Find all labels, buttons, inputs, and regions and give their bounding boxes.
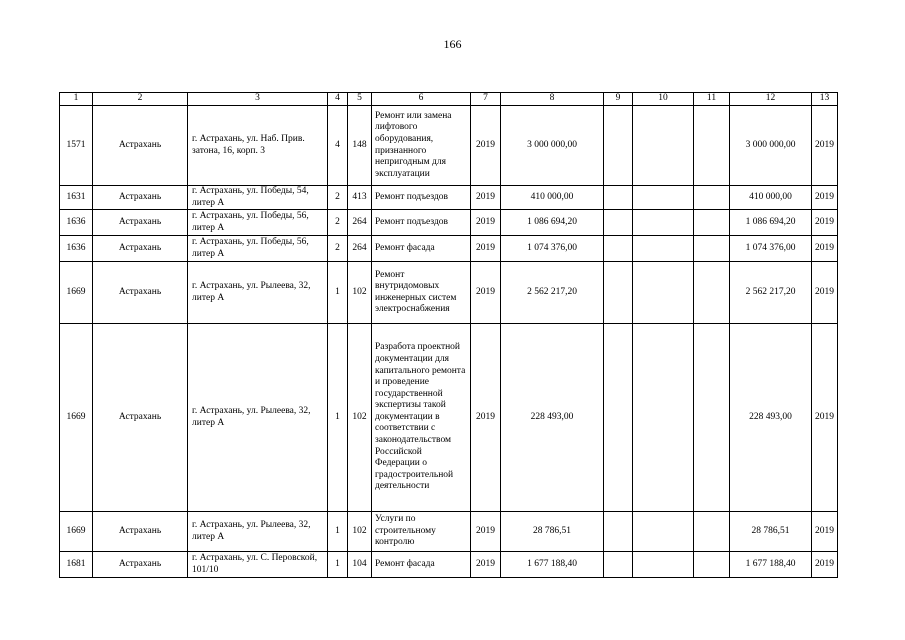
column-11-cell [694,552,730,578]
total-cost-cell: 28 786,51 [501,512,604,552]
column-9-cell [604,106,633,186]
header-cell: 5 [348,93,372,106]
completion-year-cell: 2019 [812,262,838,324]
table-row [60,324,838,512]
completion-year-cell: 2019 [812,186,838,210]
column-9-cell [604,512,633,552]
header-cell: 12 [730,93,812,106]
column-10-cell [633,512,694,552]
work-type-cell: Разработа проектной документации для капитального ремонта и проведение государственной экспертизы такой документации в соответствии с законодательством Российской Федерации о градостроительной деятельности [372,324,471,512]
city-cell: Астрахань [93,262,188,324]
fund-cost-cell: 228 493,00 [730,324,812,512]
city-cell: Астрахань [93,324,188,512]
header-cell: 8 [501,93,604,106]
city-cell: Астрахань [93,552,188,578]
page-number: 166 [443,37,462,51]
fund-cost-cell: 1 086 694,20 [730,210,812,236]
fund-cost-cell: 3 000 000,00 [730,106,812,186]
column-10-cell [633,552,694,578]
work-type-cell: Ремонт или замена лифтового оборудования, признанного непригодным для эксплуатации [372,106,471,186]
total-cost-cell: 1 086 694,20 [501,210,604,236]
city-cell: Астрахань [93,236,188,262]
year-cell: 2019 [471,552,501,578]
column-4-cell: 2 [328,236,348,262]
total-cost-cell: 410 000,00 [501,186,604,210]
year-cell: 2019 [471,324,501,512]
column-9-cell [604,236,633,262]
column-10-cell [633,106,694,186]
column-11-cell [694,324,730,512]
column-4-cell: 2 [328,210,348,236]
column-5-cell: 102 [348,324,372,512]
object-id-cell: 1669 [60,324,93,512]
header-cell: 3 [188,93,328,106]
column-5-cell: 264 [348,210,372,236]
object-id-cell: 1669 [60,512,93,552]
work-type-cell: Ремонт подъездов [372,186,471,210]
column-9-cell [604,262,633,324]
fund-cost-cell: 2 562 217,20 [730,262,812,324]
total-cost-cell: 1 074 376,00 [501,236,604,262]
total-cost-cell: 228 493,00 [501,324,604,512]
table-row [60,552,838,578]
column-10-cell [633,262,694,324]
column-9-cell [604,186,633,210]
column-11-cell [694,262,730,324]
year-cell: 2019 [471,106,501,186]
work-type-cell: Ремонт внутридомовых инженерных систем электроснабжения [372,262,471,324]
address-cell: г. Астрахань, ул. Рылеева, 32, литер А [188,324,328,512]
capital-repair-table [59,92,838,578]
header-cell: 6 [372,93,471,106]
column-11-cell [694,236,730,262]
table-row [60,512,838,552]
column-10-cell [633,210,694,236]
header-cell: 13 [812,93,838,106]
column-10-cell [633,186,694,210]
address-cell: г. Астрахань, ул. Рылеева, 32, литер А [188,262,328,324]
header-cell: 2 [93,93,188,106]
column-10-cell [633,236,694,262]
header-row [60,93,838,106]
object-id-cell: 1681 [60,552,93,578]
work-type-cell: Ремонт фасада [372,552,471,578]
column-9-cell [604,210,633,236]
column-4-cell: 4 [328,106,348,186]
year-cell: 2019 [471,236,501,262]
header-cell: 9 [604,93,633,106]
address-cell: г. Астрахань, ул. Победы, 56, литер А [188,236,328,262]
column-11-cell [694,210,730,236]
column-11-cell [694,106,730,186]
column-4-cell: 2 [328,186,348,210]
header-cell: 7 [471,93,501,106]
column-5-cell: 264 [348,236,372,262]
total-cost-cell: 1 677 188,40 [501,552,604,578]
column-4-cell: 1 [328,552,348,578]
column-9-cell [604,324,633,512]
object-id-cell: 1571 [60,106,93,186]
city-cell: Астрахань [93,186,188,210]
table-row [60,236,838,262]
address-cell: г. Астрахань, ул. Наб. Прив. затона, 16, корп. 3 [188,106,328,186]
year-cell: 2019 [471,262,501,324]
column-5-cell: 102 [348,512,372,552]
fund-cost-cell: 410 000,00 [730,186,812,210]
column-11-cell [694,186,730,210]
work-type-cell: Услуги по строительному контролю [372,512,471,552]
column-4-cell: 1 [328,324,348,512]
column-5-cell: 413 [348,186,372,210]
total-cost-cell: 2 562 217,20 [501,262,604,324]
table-row [60,186,838,210]
fund-cost-cell: 28 786,51 [730,512,812,552]
year-cell: 2019 [471,512,501,552]
city-cell: Астрахань [93,512,188,552]
address-cell: г. Астрахань, ул. Победы, 54, литер А [188,186,328,210]
work-type-cell: Ремонт подъездов [372,210,471,236]
completion-year-cell: 2019 [812,106,838,186]
total-cost-cell: 3 000 000,00 [501,106,604,186]
completion-year-cell: 2019 [812,236,838,262]
column-10-cell [633,324,694,512]
completion-year-cell: 2019 [812,210,838,236]
table-row [60,262,838,324]
city-cell: Астрахань [93,210,188,236]
column-4-cell: 1 [328,512,348,552]
fund-cost-cell: 1 074 376,00 [730,236,812,262]
table-row [60,106,838,186]
object-id-cell: 1636 [60,236,93,262]
header-cell: 4 [328,93,348,106]
object-id-cell: 1669 [60,262,93,324]
header-cell: 11 [694,93,730,106]
column-5-cell: 104 [348,552,372,578]
city-cell: Астрахань [93,106,188,186]
completion-year-cell: 2019 [812,552,838,578]
work-type-cell: Ремонт фасада [372,236,471,262]
object-id-cell: 1631 [60,186,93,210]
column-5-cell: 102 [348,262,372,324]
year-cell: 2019 [471,210,501,236]
address-cell: г. Астрахань, ул. Рылеева, 32, литер А [188,512,328,552]
year-cell: 2019 [471,186,501,210]
column-11-cell [694,512,730,552]
column-9-cell [604,552,633,578]
address-cell: г. Астрахань, ул. Победы, 56, литер А [188,210,328,236]
header-cell: 1 [60,93,93,106]
column-5-cell: 148 [348,106,372,186]
object-id-cell: 1636 [60,210,93,236]
completion-year-cell: 2019 [812,512,838,552]
fund-cost-cell: 1 677 188,40 [730,552,812,578]
column-4-cell: 1 [328,262,348,324]
table-row [60,210,838,236]
completion-year-cell: 2019 [812,324,838,512]
address-cell: г. Астрахань, ул. С. Перовской, 101/10 [188,552,328,578]
header-cell: 10 [633,93,694,106]
